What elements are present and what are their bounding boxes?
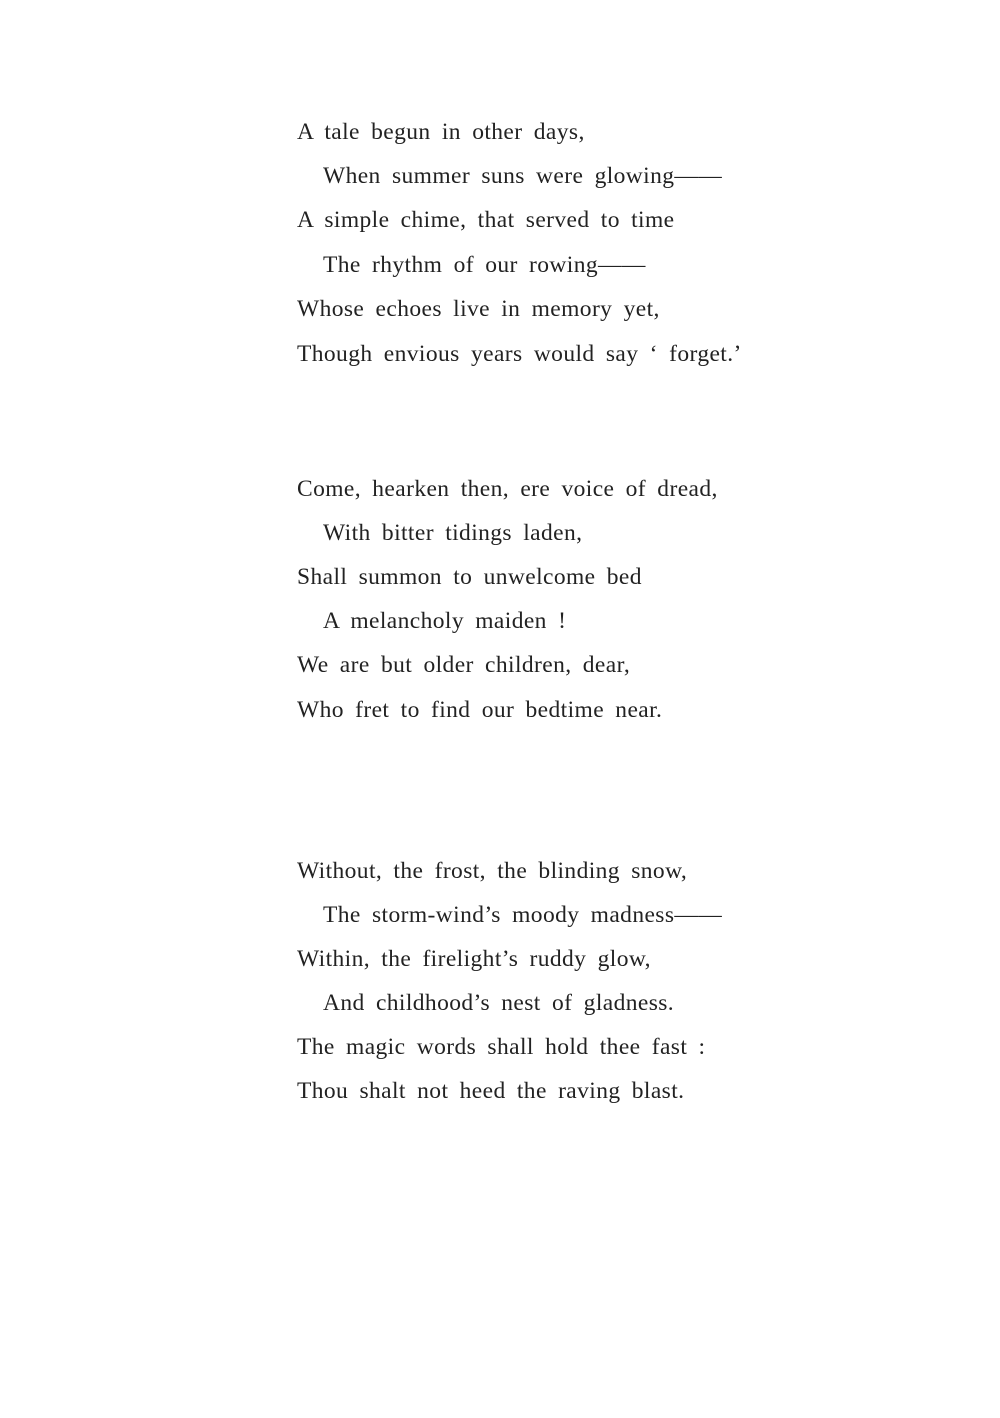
poem-line: Within, the firelight’s ruddy glow, [297, 946, 651, 972]
poem-line: The rhythm of our rowing—— [323, 252, 646, 278]
poem-line: Whose echoes live in memory yet, [297, 296, 660, 322]
poem-line: Who fret to find our bedtime near. [297, 697, 663, 723]
poem-line: We are but older children, dear, [297, 652, 631, 678]
poem-line: When summer suns were glowing—— [323, 163, 723, 189]
poem-line: Thou shalt not heed the raving blast. [297, 1078, 685, 1104]
poem-line: A simple chime, that served to time [297, 207, 675, 233]
poem-line: And childhood’s nest of gladness. [323, 990, 675, 1016]
poem-line: The magic words shall hold thee fast : [297, 1034, 706, 1060]
poem-line: A melancholy maiden ! [323, 608, 567, 634]
poem-line: Without, the frost, the blinding snow, [297, 858, 688, 884]
poem-line: A tale begun in other days, [297, 119, 585, 145]
poem-line: Though envious years would say ‘ forget.’ [297, 341, 742, 367]
poem-line: Come, hearken then, ere voice of dread, [297, 476, 718, 502]
poem-line: Shall summon to unwelcome bed [297, 564, 642, 590]
poem-line: The storm-wind’s moody madness—— [323, 902, 723, 928]
poem-line: With bitter tidings laden, [323, 520, 583, 546]
